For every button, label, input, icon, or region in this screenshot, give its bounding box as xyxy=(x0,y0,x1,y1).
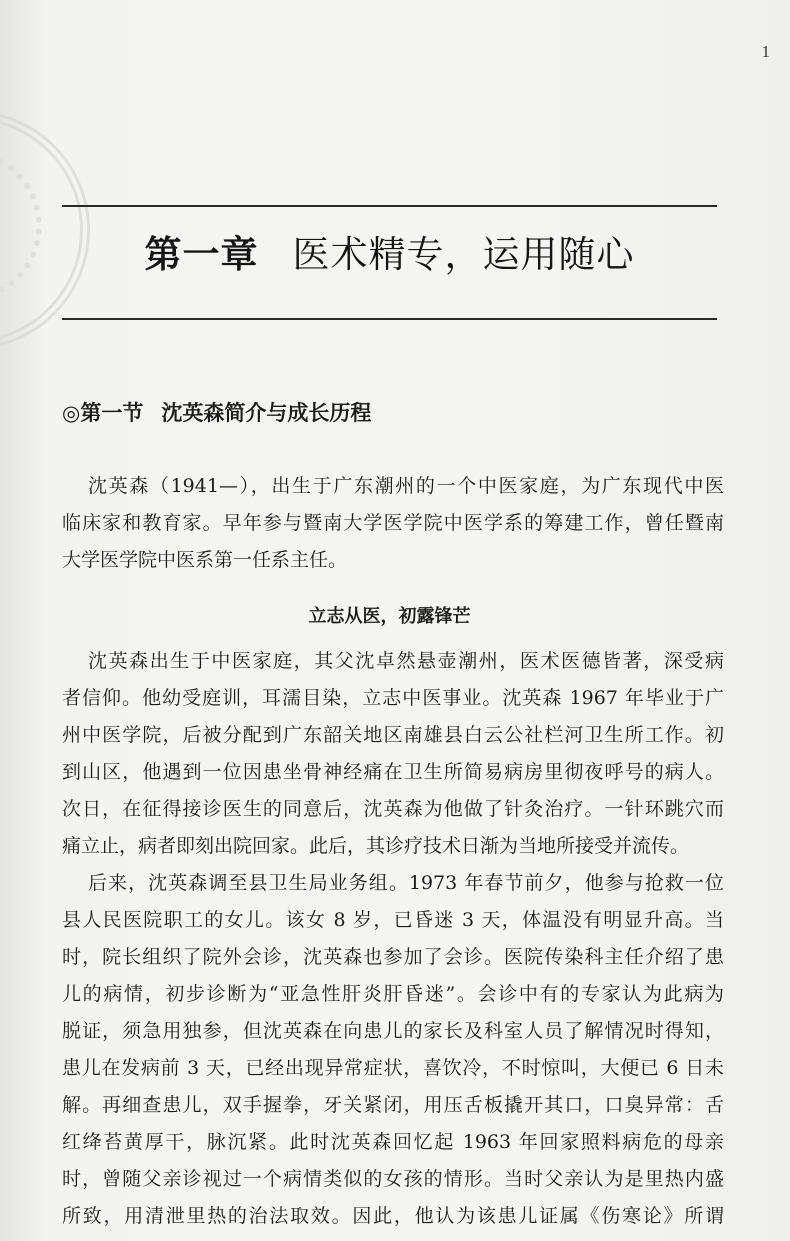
paragraph-line: 时，曾随父亲诊视过一个病情类似的女孩的情形。当时父亲认为是里热内盛 xyxy=(62,1168,724,1190)
paragraph-line: 患儿在发病前 3 天，已经出现异常症状，喜饮冷，不时惊叫，大便已 6 日未 xyxy=(62,1057,724,1079)
paragraph-line: 儿的病情，初步诊断为“亚急性肝炎肝昏迷”。会诊中有的专家认为此病为 xyxy=(62,983,724,1005)
intro-line: 大学医学院中医系第一任系主任。 xyxy=(62,549,348,571)
intro-line: 临床家和教育家。早年参与暨南大学医学院中医学系的筹建工作，曾任暨南 xyxy=(62,512,724,534)
paragraph-line: 解。再细查患儿，双手握拳，牙关紧闭，用压舌板撬开其口，口臭异常：舌 xyxy=(62,1094,724,1116)
paragraph-line: 痛立止，病者即刻出院回家。此后，其诊疗技术日渐为当地所接受并流传。 xyxy=(62,835,690,857)
chapter-name: 医术精专，运用随心 xyxy=(292,233,635,276)
chapter-rule-bottom xyxy=(62,318,717,320)
page-number: 1 xyxy=(761,42,770,61)
chapter-number: 第一章 xyxy=(144,233,259,276)
section-number: ◎第一节 xyxy=(62,401,144,425)
paragraph-line: 红绛苔黄厚干，脉沉紧。此时沈英森回忆起 1963 年回家照料病危的母亲 xyxy=(62,1131,724,1153)
chapter-title xyxy=(62,224,717,278)
subsection-title: 立志从医，初露锋芒 xyxy=(308,606,471,627)
intro-line: 沈英森（1941—），出生于广东潮州的一个中医家庭，为广东现代中医 xyxy=(88,475,724,497)
paragraph-line: 者信仰。他幼受庭训，耳濡目染，立志中医事业。沈英森 1967 年毕业于广 xyxy=(62,687,724,709)
paragraph-line: 时，院长组织了院外会诊，沈英森也参加了会诊。医院传染科主任介绍了患 xyxy=(62,946,724,968)
paragraph-line: 沈英森出生于中医家庭，其父沈卓然悬壶潮州，医术医德皆著，深受病 xyxy=(88,650,724,672)
section-name: 沈英森简介与成长历程 xyxy=(161,401,372,425)
paragraph-line: 后来，沈英森调至县卫生局业务组。1973 年春节前夕，他参与抢救一位 xyxy=(88,872,724,894)
chapter-rule-top xyxy=(62,205,717,207)
paragraph-line: 脱证，须急用独参，但沈英森在向患儿的家长及科室人员了解情况时得知， xyxy=(62,1020,724,1042)
section-title xyxy=(62,397,371,427)
paragraph-line: 到山区，他遇到一位因患坐骨神经痛在卫生所简易病房里彻夜呼号的病人。 xyxy=(62,761,724,783)
paragraph-line: 州中医学院，后被分配到广东韶关地区南雄县白云公社栏河卫生所工作。初 xyxy=(62,724,724,746)
paragraph-line: 次日，在征得接诊医生的同意后，沈英森为他做了针灸治疗。一针环跳穴而 xyxy=(62,798,724,820)
paragraph-line: 县人民医院职工的女儿。该女 8 岁，已昏迷 3 天，体温没有明显升高。当 xyxy=(62,909,724,931)
paragraph-line: 所致，用清泄里热的治法取效。因此，他认为该患儿证属《伤寒论》所谓 xyxy=(62,1205,724,1227)
